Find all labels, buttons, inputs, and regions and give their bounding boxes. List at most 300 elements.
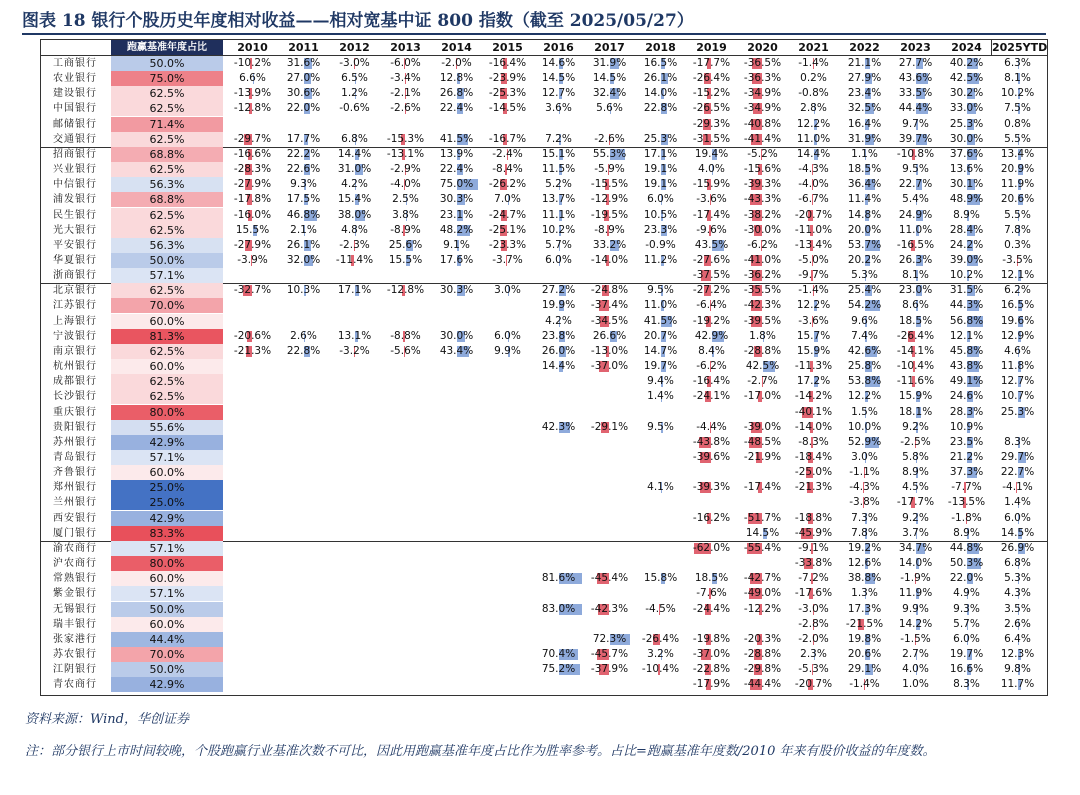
return-cell	[584, 192, 635, 207]
return-value: 2.1%	[290, 223, 317, 236]
return-cell	[992, 511, 1043, 526]
return-value: 6.0%	[545, 254, 572, 266]
year-header: 2023	[900, 41, 931, 54]
return-value: 11.1%	[541, 208, 576, 221]
return-value: 9.9%	[902, 602, 929, 615]
return-cell	[839, 238, 890, 253]
return-cell	[635, 147, 686, 162]
return-cell	[890, 617, 941, 632]
return-value: 24.6%	[949, 390, 984, 403]
return-value: -20.7%	[794, 208, 833, 221]
return-value: -9.6%	[696, 223, 727, 236]
return-value: -9.7%	[798, 269, 829, 282]
return-cell	[839, 359, 890, 374]
return-value: 17.7%	[286, 132, 321, 145]
return-cell	[329, 208, 380, 223]
return-cell	[329, 223, 380, 238]
return-value: -27.9%	[233, 178, 272, 191]
return-cell	[737, 298, 788, 313]
return-cell	[941, 571, 992, 586]
return-cell	[788, 435, 839, 450]
return-value: 9.7%	[902, 117, 929, 130]
return-cell	[584, 571, 635, 586]
return-value: 3.0%	[494, 284, 521, 297]
return-value: -2.5%	[900, 435, 931, 448]
return-value: -0.8%	[798, 87, 829, 100]
return-value: 14.4%	[337, 147, 372, 160]
return-cell	[533, 223, 584, 238]
return-value: -3.6%	[798, 314, 829, 327]
return-value: -2.6%	[594, 132, 625, 145]
return-cell	[788, 314, 839, 329]
return-cell	[584, 132, 635, 147]
return-cell	[992, 238, 1043, 253]
return-value: 32.5%	[847, 102, 882, 115]
return-value: 15.9%	[898, 390, 933, 403]
return-cell	[839, 541, 890, 556]
return-value: 12.9%	[1000, 329, 1035, 342]
return-value: 29.1%	[847, 663, 882, 676]
return-value: 6.0%	[647, 193, 674, 206]
return-value: 17.3%	[847, 602, 882, 615]
return-cell	[533, 571, 584, 586]
bank-name: 北京银行	[53, 285, 97, 297]
return-value: 14.8%	[847, 208, 882, 221]
return-cell	[533, 132, 584, 147]
win-ratio-cell: 62.5%	[111, 162, 223, 177]
return-value: -2.8%	[798, 617, 829, 630]
return-value: 43.4%	[439, 344, 474, 357]
return-cell	[890, 480, 941, 495]
table-row	[41, 177, 1047, 192]
bank-name: 成都银行	[53, 376, 97, 388]
return-cell	[737, 374, 788, 389]
return-cell	[941, 677, 992, 692]
return-value: -39.3%	[743, 178, 782, 191]
return-value: -13.0%	[590, 344, 629, 357]
return-cell	[431, 56, 482, 71]
return-cell	[482, 283, 533, 298]
return-value: 44.8%	[949, 541, 984, 554]
return-cell	[227, 344, 278, 359]
return-cell	[941, 511, 992, 526]
return-cell	[788, 480, 839, 495]
return-cell	[941, 495, 992, 510]
win-ratio-cell: 81.3%	[111, 329, 223, 344]
return-value: 5.3%	[1004, 572, 1031, 585]
return-cell	[686, 253, 737, 268]
return-value: 12.1%	[949, 329, 984, 342]
return-cell	[227, 132, 278, 147]
return-cell	[482, 253, 533, 268]
table-row	[41, 283, 1047, 298]
return-value: -15.6%	[743, 163, 782, 176]
return-value: 11.9%	[898, 587, 933, 600]
bank-name: 江苏银行	[53, 300, 97, 312]
return-value: -16.4%	[692, 375, 731, 388]
return-value: 22.0%	[286, 102, 321, 115]
return-value: -48.5%	[743, 435, 782, 448]
return-value: 40.2%	[949, 57, 984, 69]
return-value: -25.1%	[488, 223, 527, 236]
return-value: 9.8%	[1004, 663, 1031, 676]
return-value: 49.1%	[949, 375, 984, 388]
table-row	[41, 132, 1047, 147]
return-cell	[482, 71, 533, 86]
return-value: -16.6%	[233, 147, 272, 160]
return-cell	[839, 677, 890, 692]
return-cell	[788, 405, 839, 420]
return-cell	[380, 192, 431, 207]
win-ratio-cell: 25.0%	[111, 480, 223, 495]
return-value: -3.2%	[339, 344, 370, 357]
return-cell	[992, 632, 1043, 647]
win-ratio-cell: 60.0%	[111, 314, 223, 329]
return-value: -45.9%	[794, 526, 833, 539]
return-value: -29.3%	[692, 117, 731, 130]
return-cell	[329, 192, 380, 207]
return-cell	[890, 465, 941, 480]
return-cell	[941, 374, 992, 389]
return-cell	[431, 132, 482, 147]
return-cell	[941, 208, 992, 223]
return-cell	[686, 677, 737, 692]
win-ratio-cell: 62.5%	[111, 374, 223, 389]
return-value: -14.0%	[794, 420, 833, 433]
return-value: 3.6%	[545, 102, 572, 115]
return-cell	[788, 329, 839, 344]
return-value: -51.7%	[743, 511, 782, 524]
return-cell	[635, 192, 686, 207]
return-cell	[431, 238, 482, 253]
return-cell	[635, 283, 686, 298]
return-value: 38.8%	[847, 572, 882, 585]
return-value: 16.5%	[643, 57, 678, 69]
return-value: -25.3%	[488, 87, 527, 100]
return-cell	[941, 314, 992, 329]
return-cell	[482, 329, 533, 344]
return-cell	[941, 298, 992, 313]
return-value: 19.6%	[1000, 314, 1035, 327]
return-value: 22.8%	[643, 102, 678, 115]
return-cell	[839, 162, 890, 177]
win-ratio-cell: 70.0%	[111, 647, 223, 662]
return-value: 26.9%	[1000, 541, 1035, 554]
return-cell	[686, 192, 737, 207]
return-cell	[635, 132, 686, 147]
return-cell	[227, 101, 278, 116]
return-value: 1.8%	[749, 329, 776, 342]
return-value: 25.8%	[847, 360, 882, 373]
return-cell	[992, 56, 1043, 71]
return-cell	[686, 480, 737, 495]
return-cell	[941, 435, 992, 450]
return-cell	[686, 298, 737, 313]
return-value: 54.2%	[847, 299, 882, 312]
return-cell	[839, 526, 890, 541]
year-header: 2015	[492, 41, 523, 54]
return-cell	[431, 223, 482, 238]
return-cell	[890, 283, 941, 298]
return-value: 4.1%	[647, 481, 674, 494]
return-value: 12.7%	[541, 87, 576, 100]
return-value: 9.5%	[647, 420, 674, 433]
return-value: 14.5%	[1000, 526, 1035, 539]
table-row	[41, 405, 1047, 420]
return-cell	[584, 298, 635, 313]
table-row	[41, 511, 1047, 526]
return-value: 26.8%	[439, 87, 474, 100]
win-ratio-cell: 83.3%	[111, 526, 223, 541]
bank-name: 南京银行	[53, 345, 97, 357]
return-cell	[431, 329, 482, 344]
return-cell	[839, 495, 890, 510]
return-cell	[890, 359, 941, 374]
return-cell	[737, 86, 788, 101]
return-value: 12.8%	[439, 72, 474, 85]
return-cell	[941, 71, 992, 86]
bank-name: 中信银行	[53, 179, 97, 191]
return-value: 42.6%	[847, 344, 882, 357]
return-value: 5.3%	[851, 269, 878, 282]
return-value: 19.7%	[643, 360, 678, 373]
return-cell	[431, 71, 482, 86]
return-value: -13.5%	[947, 496, 986, 509]
return-value: 11.5%	[541, 163, 576, 176]
return-value: 3.7%	[902, 526, 929, 539]
return-cell	[686, 374, 737, 389]
return-cell	[482, 86, 533, 101]
win-ratio-cell: 57.1%	[111, 450, 223, 465]
return-value: 22.7%	[898, 178, 933, 191]
return-cell	[278, 344, 329, 359]
table-row	[41, 571, 1047, 586]
return-cell	[839, 420, 890, 435]
return-cell	[788, 571, 839, 586]
return-value: 25.3%	[643, 132, 678, 145]
return-value: 1.4%	[647, 390, 674, 403]
return-value: 6.5%	[341, 72, 368, 85]
return-cell	[227, 223, 278, 238]
return-cell	[890, 435, 941, 450]
return-cell	[890, 253, 941, 268]
return-value: 25.3%	[949, 117, 984, 130]
return-cell	[737, 283, 788, 298]
return-value: 4.3%	[1004, 587, 1031, 600]
return-cell	[227, 71, 278, 86]
win-ratio-cell: 62.5%	[111, 132, 223, 147]
return-cell	[584, 101, 635, 116]
return-value: -28.8%	[743, 344, 782, 357]
return-value: 6.6%	[239, 72, 266, 85]
return-cell	[584, 56, 635, 71]
win-ratio-cell: 42.9%	[111, 511, 223, 526]
return-value: 20.0%	[847, 223, 882, 236]
return-cell	[788, 465, 839, 480]
return-value: 4.0%	[902, 663, 929, 676]
return-cell	[788, 374, 839, 389]
return-cell	[788, 117, 839, 132]
return-cell	[788, 541, 839, 556]
return-value: 27.0%	[286, 72, 321, 85]
return-value: 45.8%	[949, 344, 984, 357]
return-value: -26.4%	[896, 329, 935, 342]
return-value: -18.4%	[794, 451, 833, 464]
return-value: -11.6%	[896, 375, 935, 388]
bank-name: 兰州银行	[53, 497, 97, 509]
return-cell	[839, 602, 890, 617]
return-value: 48.2%	[439, 223, 474, 236]
bank-name: 交通银行	[53, 133, 97, 145]
return-value: 31.6%	[286, 57, 321, 69]
return-cell	[380, 56, 431, 71]
return-cell	[941, 283, 992, 298]
return-value: 81.6%	[541, 572, 576, 585]
return-cell	[941, 450, 992, 465]
return-cell	[788, 283, 839, 298]
return-cell	[431, 86, 482, 101]
return-value: 23.3%	[643, 223, 678, 236]
return-cell	[788, 162, 839, 177]
return-value: 43.5%	[694, 238, 729, 251]
return-value: 7.0%	[494, 193, 521, 206]
return-value: 33.5%	[898, 87, 933, 100]
return-value: -43.3%	[743, 193, 782, 206]
return-value: -34.9%	[743, 102, 782, 115]
return-value: 12.2%	[796, 299, 831, 312]
return-value: -0.6%	[339, 102, 370, 115]
return-value: -4.0%	[798, 178, 829, 191]
return-cell	[737, 268, 788, 283]
return-cell	[329, 101, 380, 116]
win-ratio-cell: 50.0%	[111, 253, 223, 268]
bank-name: 江阴银行	[53, 664, 97, 676]
return-cell	[992, 617, 1043, 632]
return-cell	[941, 101, 992, 116]
return-value: 5.2%	[545, 178, 572, 191]
year-header: 2024	[951, 41, 982, 54]
return-value: -26.4%	[641, 632, 680, 645]
return-value: -8.9%	[390, 223, 421, 236]
return-cell	[686, 389, 737, 404]
return-cell	[686, 359, 737, 374]
footnote: 注：部分银行上市时间较晚，个股跑赢行业基准次数不可比，因此用跑赢基准年度占比作为胜率参考。占比=跑赢基准年度数/2010 年来有股价收益的年度数。	[25, 744, 936, 759]
return-value: 16.6%	[949, 663, 984, 676]
return-value: -14.2%	[794, 390, 833, 403]
bank-name: 浙商银行	[53, 270, 97, 282]
return-cell	[686, 117, 737, 132]
return-cell	[992, 571, 1043, 586]
return-cell	[788, 253, 839, 268]
return-cell	[941, 268, 992, 283]
return-cell	[278, 283, 329, 298]
return-cell	[839, 465, 890, 480]
return-cell	[941, 405, 992, 420]
return-value: 2.7%	[902, 648, 929, 661]
return-cell	[788, 344, 839, 359]
chart-title: 图表 18 银行个股历史年度相对收益——相对宽基中证 800 指数（截至 2025/05/27）	[22, 11, 694, 31]
return-cell	[737, 223, 788, 238]
return-value: -1.4%	[849, 678, 880, 691]
return-cell	[533, 208, 584, 223]
return-value: 30.6%	[286, 87, 321, 100]
return-cell	[533, 344, 584, 359]
bank-name: 招商银行	[53, 148, 97, 160]
table-row	[41, 541, 1047, 556]
return-cell	[941, 344, 992, 359]
return-cell	[941, 177, 992, 192]
return-cell	[278, 101, 329, 116]
return-value: 1.1%	[851, 147, 878, 160]
return-cell	[992, 541, 1043, 556]
return-cell	[941, 465, 992, 480]
table-row	[41, 359, 1047, 374]
return-cell	[431, 101, 482, 116]
return-value: 28.4%	[949, 223, 984, 236]
return-value: 7.8%	[1004, 223, 1031, 236]
return-cell	[992, 132, 1043, 147]
return-value: 15.5%	[235, 223, 270, 236]
return-value: 30.2%	[949, 87, 984, 100]
return-cell	[839, 586, 890, 601]
return-cell	[941, 480, 992, 495]
return-cell	[584, 86, 635, 101]
return-cell	[992, 344, 1043, 359]
return-cell	[890, 101, 941, 116]
return-cell	[686, 208, 737, 223]
return-value: -5.2%	[747, 147, 778, 160]
return-value: 12.6%	[847, 557, 882, 570]
bank-name: 农业银行	[53, 73, 97, 85]
win-ratio-cell: 62.5%	[111, 223, 223, 238]
win-ratio-cell: 68.8%	[111, 192, 223, 207]
return-value: 50.3%	[949, 557, 984, 570]
return-value: 42.5%	[949, 72, 984, 85]
return-cell	[227, 329, 278, 344]
return-cell	[941, 420, 992, 435]
return-cell	[635, 374, 686, 389]
return-value: 30.0%	[949, 132, 984, 145]
return-cell	[635, 71, 686, 86]
return-cell	[686, 283, 737, 298]
return-value: 22.2%	[286, 147, 321, 160]
return-value: 75.0%	[439, 178, 474, 191]
return-cell	[839, 147, 890, 162]
return-cell	[788, 147, 839, 162]
return-value: -24.1%	[692, 390, 731, 403]
table-row	[41, 238, 1047, 253]
return-cell	[890, 495, 941, 510]
return-cell	[941, 192, 992, 207]
table-row	[41, 117, 1047, 132]
return-value: -39.3%	[692, 481, 731, 494]
return-value: -41.4%	[743, 132, 782, 145]
return-value: 34.7%	[898, 541, 933, 554]
return-cell	[227, 177, 278, 192]
return-cell	[329, 177, 380, 192]
year-header: 2020	[747, 41, 778, 54]
return-cell	[686, 344, 737, 359]
return-cell	[941, 132, 992, 147]
return-cell	[635, 86, 686, 101]
return-value: 18.5%	[898, 314, 933, 327]
return-cell	[788, 632, 839, 647]
return-value: -42.7%	[743, 572, 782, 585]
return-value: 14.5%	[541, 72, 576, 85]
return-value: 14.7%	[643, 344, 678, 357]
table-row	[41, 480, 1047, 495]
return-cell	[737, 101, 788, 116]
